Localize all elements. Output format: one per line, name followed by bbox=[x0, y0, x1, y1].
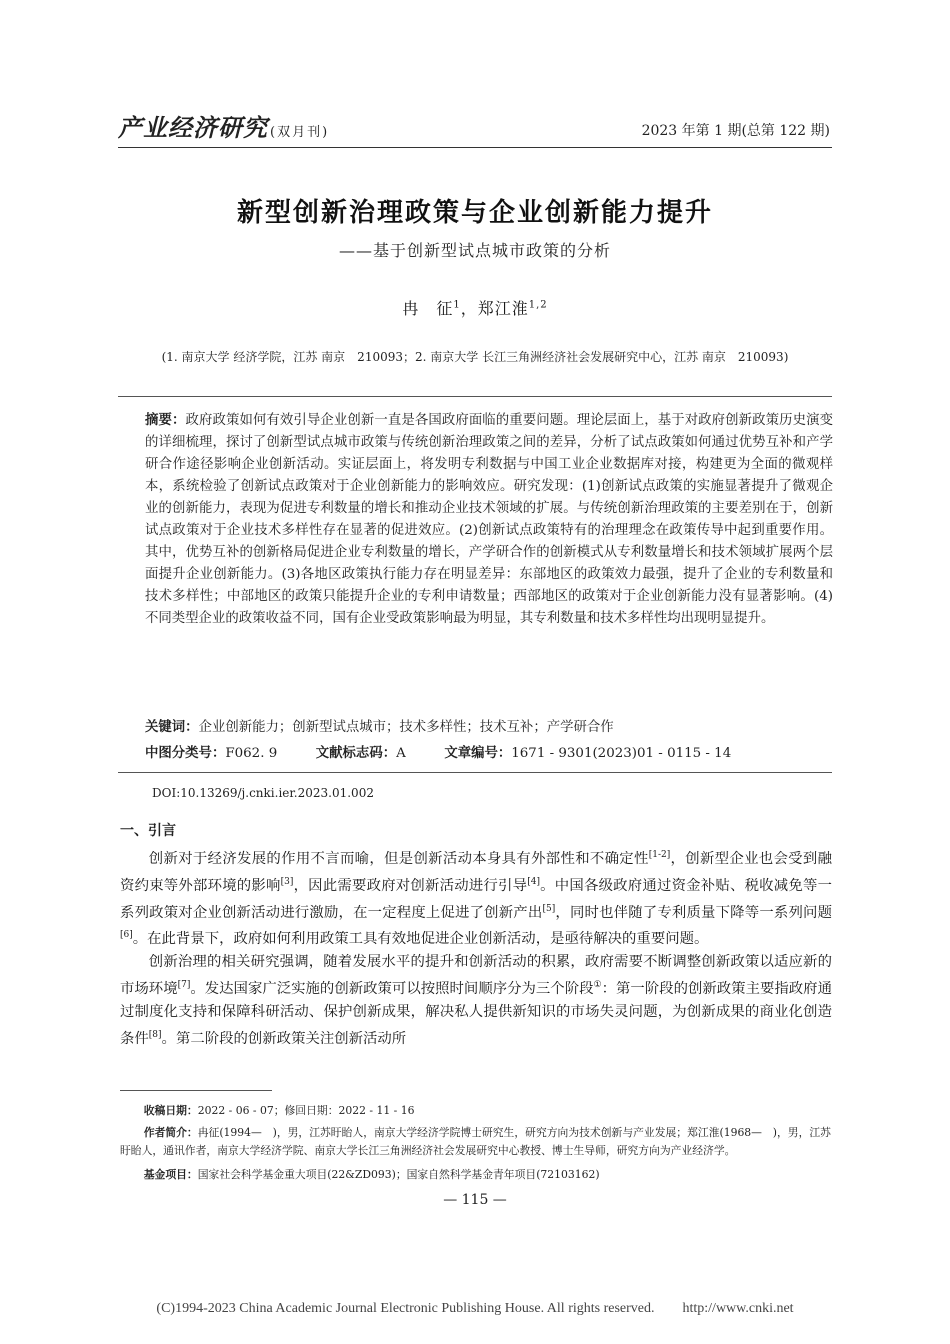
footnote-fund bbox=[120, 1166, 832, 1184]
classification-line bbox=[145, 742, 833, 761]
citation[interactable]: [8] bbox=[148, 1029, 162, 1040]
text-run: 。在此背景下，政府如何利用政策工具有效地促进企业创新活动，是亟待解决的重要问题。 bbox=[132, 931, 709, 948]
citation[interactable]: [1-2] bbox=[648, 850, 671, 860]
article-number-value: 1671 - 9301(2023)01 - 0115 - 14 bbox=[511, 746, 732, 761]
citation[interactable]: [6] bbox=[120, 930, 133, 941]
author-info: 冉征(1994— )，男，江苏盱眙人，南京大学经济学院博士研究生，研究方向为技术创新与产业发展；郑江淮(1968— )，男，江苏盱眙人，通讯作者，南京大学经济学院、南京大学长江三角洲经济社会发展研究中心教授、博士生导师，研究方向为产业经济学。 bbox=[120, 1126, 831, 1157]
article-number-label: 文章编号： bbox=[444, 746, 512, 761]
abstract-top-rule bbox=[118, 396, 832, 397]
author-info-label: 作者简介： bbox=[143, 1126, 198, 1139]
text-run: 。中国各级政府通过资金补贴、税收减免等一系列政策对企业创新活动进行激励，在一定程度上促进了创新产出 bbox=[120, 877, 832, 921]
author-1-affil: 1 bbox=[453, 299, 461, 311]
section-heading: 一、引言 bbox=[120, 823, 176, 839]
page-number: — 115 — bbox=[443, 1192, 507, 1208]
keywords-text: 企业创新能力；创新型试点城市；技术多样性；技术互补；产学研合作 bbox=[198, 720, 614, 735]
footnote-marker[interactable]: ① bbox=[593, 980, 602, 991]
body-text bbox=[120, 844, 832, 1051]
doc-code-label: 文献标志码： bbox=[315, 746, 397, 761]
citation[interactable]: [3] bbox=[280, 876, 294, 887]
text-run: ，同时也伴随了专利质量下降等一系列问题 bbox=[555, 904, 832, 921]
received-dates: 2022 - 06 - 07；修回日期：2022 - 11 - 16 bbox=[197, 1104, 415, 1117]
author-2-affil: 1,2 bbox=[528, 299, 548, 311]
doc-code-value: A bbox=[396, 746, 406, 761]
text-run: 创新治理的相关研究强调，随着发展水平的提升和创新活动的积累，政府需要不断调整创新政策以适应新的市场环境 bbox=[120, 954, 832, 997]
abstract bbox=[145, 410, 833, 630]
fund-label: 基金项目： bbox=[143, 1168, 198, 1181]
text-run: ，因此需要政府对创新活动进行引导 bbox=[293, 877, 528, 894]
abstract-label: 摘要： bbox=[145, 413, 186, 428]
journal-logo bbox=[118, 108, 329, 143]
abstract-text: 政府政策如何有效引导企业创新一直是各国政府面临的重要问题。理论层面上，基于对政府创新政策历史演变的详细梳理，探讨了创新型试点城市政策与传统创新治理政策之间的差异，分析了试点政策如何通过优势互补和产学研合作途径影响企业创新活动。实证层面上，将发明专利数据与中国工业企业数据库对接，构建更为全面的微观样本，系统检验了创新试点政策对于企业创新能力的影响效应。研究发现：(1)创新试点政策的实施显著提升了微观企业的创新能力，表现为促进专利数量的增长和推动企业技术领域的扩展。与传统创新治理政策的主要差别在于，创新试点政策对于企业技术多样性存在显著的促进效应。(2)创新试点政策特有的治理理念在政策传导中起到重要作用。其中，优势互补的创新格局促进企业专利数量的增长，产学研合作的创新模式从专利数量增长和技术领域扩展两个层面提升企业创新能力。(3)各地区政策执行能力存在明显差异：东部地区的政策效力最强，提升了企业的专利数量和技术多样性；中部地区的政策只能提升企业的专利申请数量；西部地区的政策对于企业创新能力没有显著影响。(4)不同类型企业的政策收益不同，国有企业受政策影响最为明显，其专利数量和技术多样性均出现明显提升。 bbox=[145, 413, 834, 626]
header-rule bbox=[118, 147, 832, 148]
citation[interactable]: [4] bbox=[527, 876, 540, 887]
author-2: 郑江淮 bbox=[477, 299, 529, 318]
clc-label: 中图分类号： bbox=[145, 746, 226, 761]
paragraph-2 bbox=[120, 951, 832, 1051]
copyright-watermark: (C)1994-2023 China Academic Journal Electronic Publishing House. All rights reserved. http://www.cnki.net bbox=[156, 1301, 794, 1316]
text-run: 。发达国家广泛实施的创新政策可以按照时间顺序分为三个阶段 bbox=[190, 980, 594, 997]
citation[interactable]: [7] bbox=[177, 980, 191, 991]
author-line bbox=[0, 296, 950, 319]
abstract-bottom-rule bbox=[118, 772, 832, 773]
footnote-author bbox=[120, 1124, 832, 1160]
paper-subtitle: ——基于创新型试点城市政策的分析 bbox=[338, 241, 611, 260]
text-run: ，创新型企业也会受到融资约束等外部环境的影响 bbox=[120, 850, 832, 894]
paper-title: 新型创新治理政策与企业创新能力提升 bbox=[236, 198, 713, 228]
journal-name: 产业经济研究 bbox=[118, 113, 268, 142]
journal-frequency: (双月刊) bbox=[270, 125, 330, 140]
received-label: 收稿日期： bbox=[143, 1104, 198, 1117]
issue-info: 2023 年第 1 期(总第 122 期) bbox=[641, 123, 830, 139]
citation[interactable]: [5] bbox=[542, 903, 556, 914]
footnote-received bbox=[120, 1102, 832, 1120]
doi[interactable]: DOI:10.13269/j.cnki.ier.2023.01.002 bbox=[152, 786, 374, 800]
keywords bbox=[145, 716, 833, 735]
footnote-rule bbox=[120, 1090, 272, 1091]
clc-value: F062. 9 bbox=[225, 746, 278, 761]
fund-info: 国家社会科学基金重大项目(22&ZD093)；国家自然科学基金青年项目(72103162) bbox=[197, 1168, 600, 1181]
text-run: ：第一阶段的创新政策主要指政府通过制度化支持和保障科研活动、保护创新成果，解决私人提供新知识的市场失灵问题，为创新成果的商业化创造条件 bbox=[120, 980, 832, 1047]
paragraph-1 bbox=[120, 844, 832, 951]
affiliations: (1. 南京大学 经济学院，江苏 南京 210093；2. 南京大学 长江三角洲经济社会发展研究中心，江苏 南京 210093) bbox=[161, 350, 789, 364]
author-separator: ， bbox=[460, 299, 478, 318]
text-run: 创新对于经济发展的作用不言而喻，但是创新活动本身具有外部性和不确定性 bbox=[148, 850, 649, 867]
keywords-label: 关键词： bbox=[145, 720, 199, 735]
text-run: 。第二阶段的创新政策关注创新活动所 bbox=[161, 1030, 407, 1047]
author-1: 冉 征 bbox=[402, 299, 454, 318]
